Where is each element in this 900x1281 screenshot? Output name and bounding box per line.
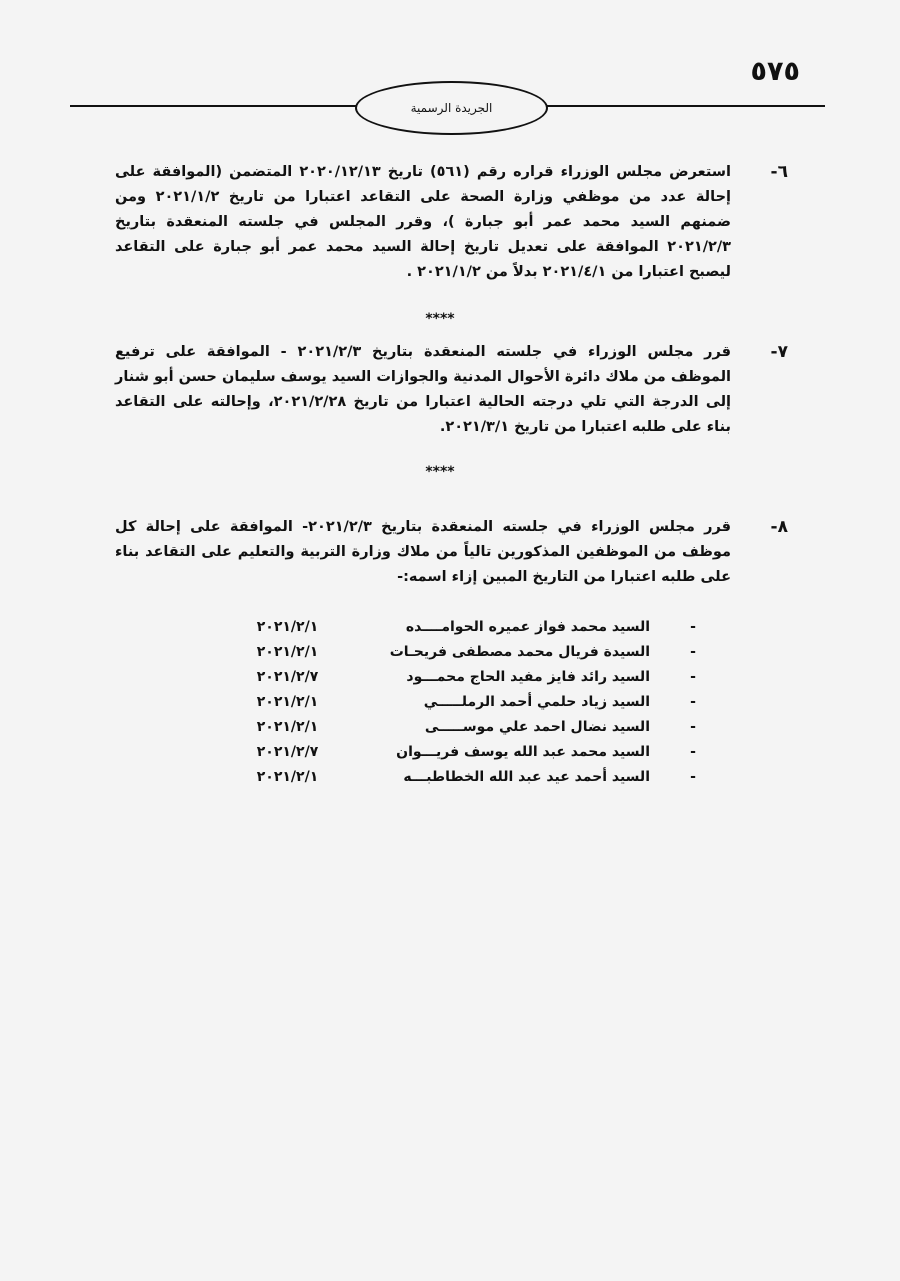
separator-stars-1: **** [425,311,455,327]
retiree-row [230,765,700,790]
item-7-text: قرر مجلس الوزراء في جلسته المنعقدة بتاريخ ٢٠٢١/٢/٣ - الموافقة على ترفيع الموظف من ملاك دائرة الأحوال المدنية والجوازات السيد يوسف سليمان حسن أبو شنار إلى الدرجة التي تلي درجته الحالية اعتبارا من تاريخ ٢٠٢١/٢/٢٨، وإحالته على التقاعد بناء على طلبه اعتبارا من تاريخ ٢٠٢١/٣/١. [115,344,731,435]
list-dash: - [690,769,696,785]
retiree-name: السيد محمد فواز عميره الحوامــــده [405,619,650,635]
retiree-date: ٢٠٢١/٢/١ [256,694,319,710]
retiree-date: ٢٠٢١/٢/١ [256,644,319,660]
list-dash: - [690,694,696,710]
separator-stars-2: **** [425,464,455,480]
retiree-name: السيد نضال احمد علي موســـــى [424,719,650,735]
retiree-row [230,690,700,715]
retiree-date: ٢٠٢١/٢/١ [256,769,319,785]
retiree-row [230,615,700,640]
page-number: ٥٧٥ [750,56,800,87]
retiree-name: السيد محمد عبد الله يوسف فريـــوان [396,744,650,760]
retiree-date: ٢٠٢١/٢/٧ [256,744,319,760]
item-8-text: قرر مجلس الوزراء في جلسته المنعقدة بتاريخ ٢٠٢١/٢/٣- الموافقة على إحالة كل موظف من الموظفين المذكورين تالياً من ملاك وزارة التربية والتعليم على التقاعد بناء على طلبه اعتبارا من التاريخ المبين إزاء اسمه:- [115,519,731,585]
item-8-number: ٨- [770,517,788,537]
list-dash: - [690,669,696,685]
retiree-date: ٢٠٢١/٢/٧ [256,669,319,685]
list-dash: - [690,744,696,760]
retirees-list [230,615,700,790]
retiree-name: السيد رائد فايز مفيد الحاج محمـــود [406,669,650,685]
retiree-row [230,740,700,765]
retiree-date: ٢٠٢١/٢/١ [256,619,319,635]
list-dash: - [690,719,696,735]
list-dash: - [690,619,696,635]
item-6-number: ٦- [770,162,788,182]
item-6-text: استعرض مجلس الوزراء قراره رقم (٥٦١) تاريخ ٢٠٢٠/١٢/١٣ المتضمن (الموافقة على إحالة عدد من موظفي وزارة الصحة على التقاعد اعتبارا من تاريخ ٢٠٢١/١/٢ ومن ضمنهم السيد محمد عمر أبو جبارة )، وقرر المجلس في جلسته المنعقدة بتاريخ ٢٠٢١/٢/٣ الموافقة على تعديل تاريخ إحالة السيد محمد عمر أبو جبارة على التقاعد ليصبح اعتبارا من ٢٠٢١/٤/١ بدلاً من ٢٠٢١/١/٢ . [115,164,731,280]
gazette-title: الجريدة الرسمية [410,101,493,115]
retiree-row [230,640,700,665]
list-dash: - [690,644,696,660]
item-7-number: ٧- [770,342,788,362]
retiree-name: السيد أحمد عيد عبد الله الخطاطبـــه [403,769,650,785]
gazette-title-oval [355,81,548,135]
retiree-name: السيد زياد حلمي أحمد الرملـــــي [423,694,650,710]
retiree-row [230,665,700,690]
retiree-name: السيدة فريال محمد مصطفى فريحـات [389,644,650,660]
retiree-row [230,715,700,740]
retiree-date: ٢٠٢١/٢/١ [256,719,319,735]
